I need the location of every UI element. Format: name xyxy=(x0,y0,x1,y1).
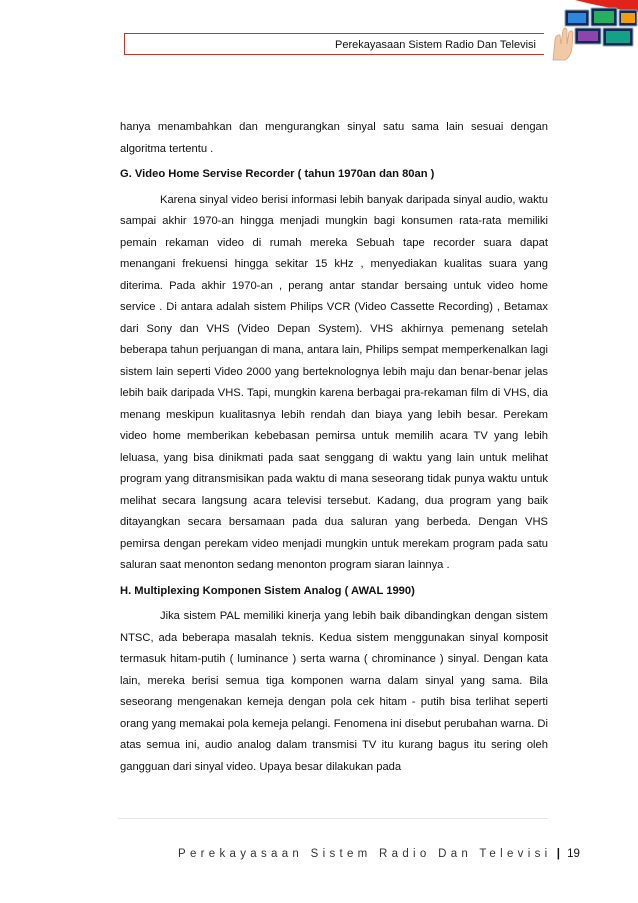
footer-divider xyxy=(118,818,548,819)
document-body xyxy=(120,117,548,778)
page-number: 19 xyxy=(567,848,580,860)
footer xyxy=(178,848,580,860)
section-heading-g: G. Video Home Servise Recorder ( tahun 1970an dan 80an ) xyxy=(120,168,435,180)
section-heading-h: H. Multiplexing Komponen Sistem Analog ( AWAL 1990) xyxy=(120,584,415,597)
paragraph: hanya menambahkan dan mengurangkan sinyal satu sama lain sesuai dengan algoritma tertentu . xyxy=(120,121,548,155)
header-title: Perekayasaan Sistem Radio Dan Televisi xyxy=(335,39,536,51)
paragraph: Karena sinyal video berisi informasi lebih banyak daripada sinyal audio, waktu sampai akhir 1970-an hingga menjadi mungkin bagi konsumen rata-rata memiliki pemain rekaman video di rumah mereka Sebuah tape recorder suara dapat menangani frekuensi hingga sekitar 15 kHz , menyediakan kualitas suara yang diterima. Pada akhir 1970-an , perang antar standar bersaing untuk video home service . Di antara adalah sistem Philips VCR (Video Cassette Recording) , Betamax dari Sony dan VHS (Video Depan System). VHS akhirnya pemenang setelah beberapa tahun perjuangan di mana, antara lain, Philips sempat memperkenalkan lagi sistem lain seperti Video 2000 yang berteknolognya lebih maju dan benar-benar jelas lebih baik daripada VHS. Tapi, mungkin karena berbagai pra-rekaman film di VHS, dia menang meskipun kualitasnya lebih rendah dan biaya yang lebih besar. Perekam video home memberikan kebebasan pemirsa untuk memilih acara TV yang lebih leluasa, yang bisa dinikmati pada saat senggang di waktu yang lain untuk melihat program yang ditransmisikan pada waktu di mana seseorang tidak punya waktu untuk melihat secara langsung acara televisi tersebut. Kadang, dua program yang baik ditayangkan secara bersamaan pada dua saluran yang berbeda. Dengan VHS pemirsa dengan perekam video menjadi mungkin untuk merekam program pada satu saluran saat menonton sedang menonton program siaran lainnya . xyxy=(120,193,548,571)
paragraph: Jika sistem PAL memiliki kinerja yang lebih baik dibandingkan dengan sistem NTSC, ada beberapa masalah teknis. Kedua sistem menggunakan sinyal komposit termasuk hitam-putih ( luminance ) serta warna ( chrominance ) sinyal. Dengan kata lain, mereka berisi semua tiga komponen warna dalam sinyal yang sama. Bila seseorang mengenakan kemeja dengan pola cek hitam - putih bisa terlihat seperti orang yang memakai pola kemeja pelangi. Fenomena ini disebut perubahan warna. Di atas semua ini, audio analog dalam transmisi TV itu kurang bagus itu sering oleh gangguan dari sinyal video. Upaya besar dilakukan pada xyxy=(120,610,548,773)
header-box xyxy=(124,33,544,55)
footer-separator: | xyxy=(556,848,560,860)
footer-title: Perekayasaan Sistem Radio Dan Televisi xyxy=(178,848,552,860)
television-screens-with-hand-icon xyxy=(545,0,638,62)
